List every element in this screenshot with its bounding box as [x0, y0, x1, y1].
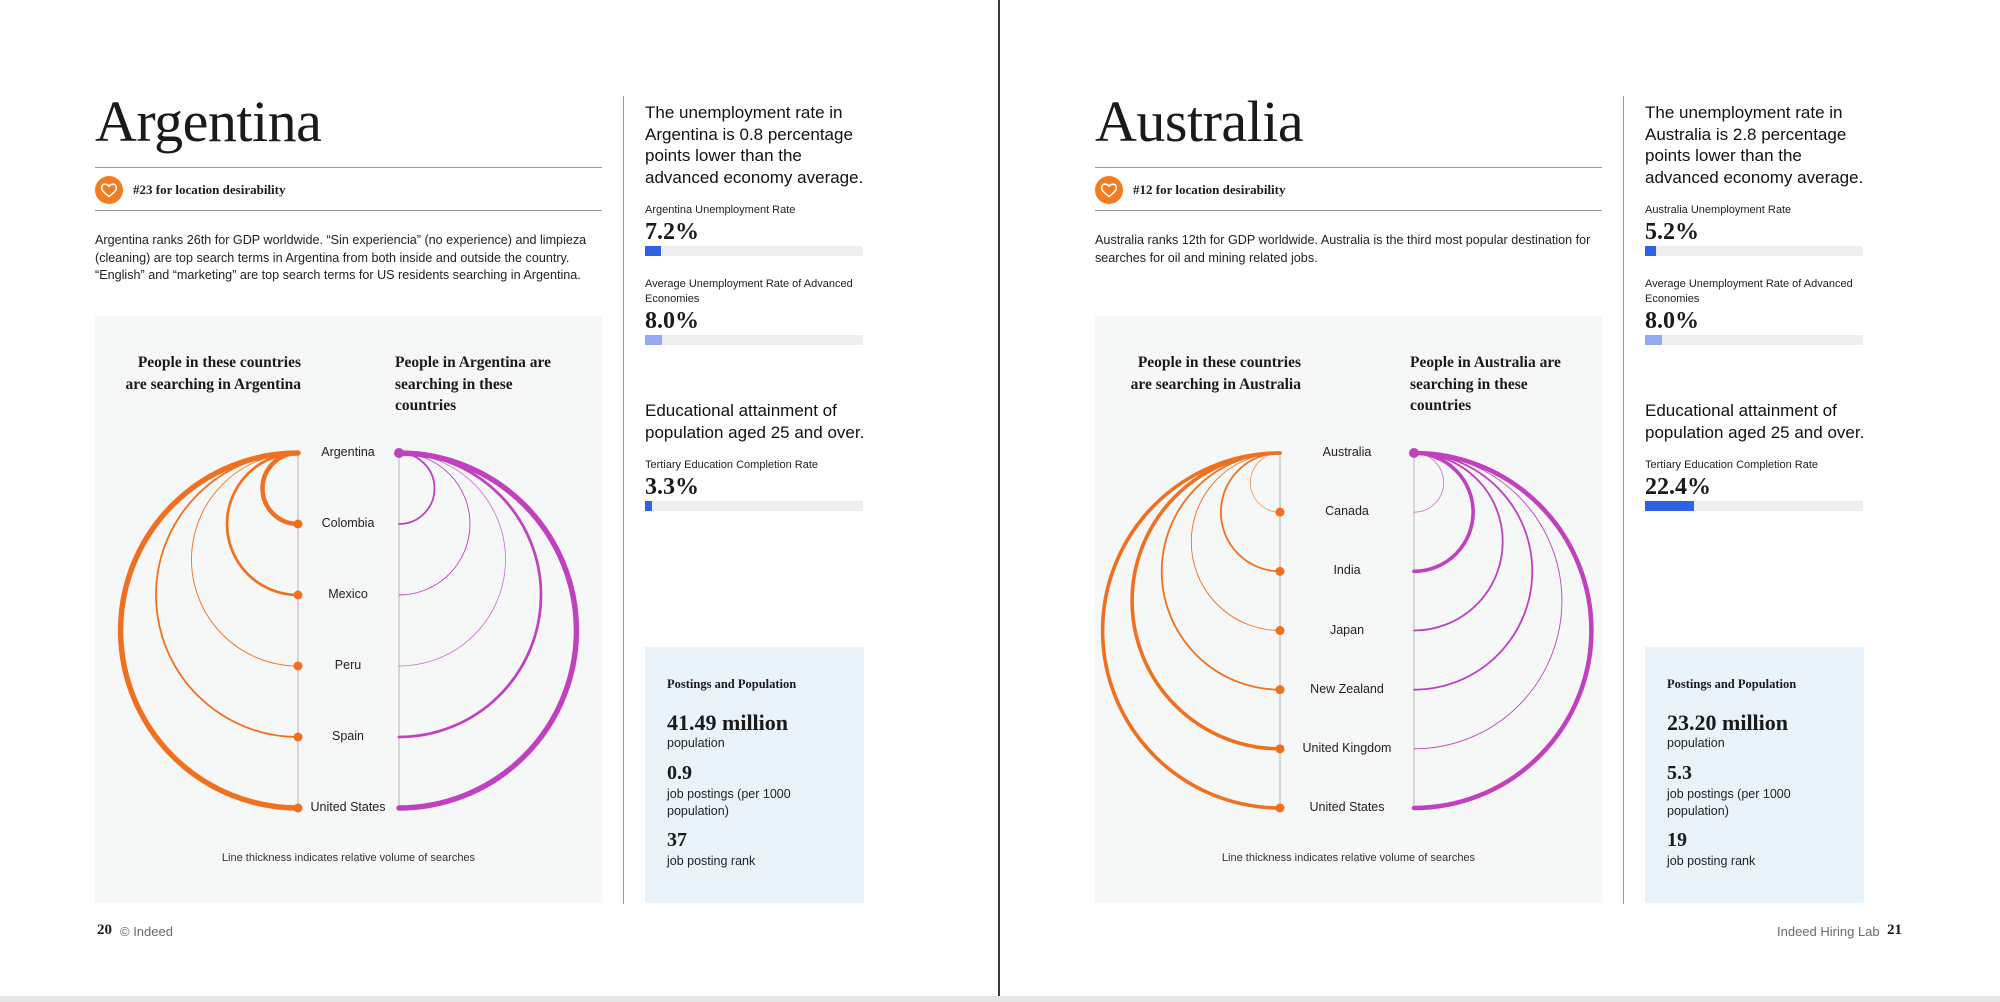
job-rank-label: job posting rank — [1667, 854, 1756, 868]
population-value: 23.20 million — [1667, 710, 1789, 735]
search-arc-chart-panel — [1095, 316, 1602, 903]
title-divider — [1095, 167, 1602, 168]
job-postings-value: 5.3 — [1667, 762, 1692, 784]
desirability-divider — [1095, 210, 1602, 211]
postings-population-box — [645, 647, 864, 903]
country-title: Australia — [1095, 89, 1304, 154]
outbound-arc-spain — [399, 453, 541, 737]
intro-text: Argentina ranks 26th for GDP worldwide. “Sin experiencia” (no experience) and limpieza (cleaning) are top search terms in Argentina from both inside and outside the country. “English” and “marketing” are top search terms for US residents searching in Argentina. — [95, 233, 587, 282]
page-bottom-edge — [0, 996, 2000, 1002]
unemployment-heading: The unemployment rate in Argentina is 0.8 percentage points lower than the advanced economy average. — [645, 103, 864, 187]
country-label-japan: Japan — [1329, 622, 1365, 637]
advanced-rate-bar — [645, 335, 863, 345]
job-rank-label: job posting rank — [667, 854, 756, 868]
outbound-arc-canada — [1414, 453, 1444, 512]
inbound-arc-india — [1221, 453, 1280, 571]
job-postings-label: job postings (per 1000 population) — [667, 787, 791, 818]
advanced-rate-bar — [1645, 335, 1863, 345]
country-label-colombia: Colombia — [321, 516, 375, 530]
job-postings-label: job postings (per 1000 population) — [1667, 787, 1791, 818]
intro-text: Australia ranks 12th for GDP worldwide. Australia is the third most popular destination for searches for oil and mining related jobs. — [1095, 233, 1591, 265]
tertiary-rate-value: 3.3% — [645, 474, 699, 500]
unemployment-section — [1645, 102, 1865, 345]
chart-header-outbound: People in Argentina are searching in these countries — [395, 354, 551, 414]
chart-header-outbound: People in Australia are searching in these countries — [1410, 354, 1561, 414]
country-label-australia: Australia — [1322, 445, 1372, 459]
postings-population-box — [1645, 647, 1864, 903]
heart-icon — [1095, 176, 1123, 204]
advanced-rate-value: 8.0% — [1645, 308, 1699, 334]
tertiary-rate-label: Tertiary Education Completion Rate — [645, 459, 819, 471]
page-number: 20 — [97, 922, 112, 938]
chart-header-inbound: People in these countries are searching in Australia — [1130, 354, 1301, 393]
country-rate-bar — [1645, 246, 1863, 256]
unemployment-section — [645, 102, 865, 345]
job-rank-value: 37 — [667, 829, 687, 851]
inbound-arc-united-states — [121, 453, 298, 808]
outbound-arc-colombia — [399, 453, 434, 524]
education-section — [1645, 400, 1865, 511]
page-number: 21 — [1887, 922, 1902, 938]
title-divider — [95, 167, 602, 168]
heart-icon — [95, 176, 123, 204]
country-label-mexico: Mexico — [328, 587, 368, 601]
country-rate-bar-fill — [1645, 246, 1656, 256]
inbound-arc-canada — [1250, 453, 1280, 512]
book-spine — [998, 0, 1000, 1002]
unemployment-heading: The unemployment rate in Australia is 2.8 percentage points lower than the advanced economy average. — [1645, 103, 1864, 187]
country-title: Argentina — [95, 89, 322, 154]
inbound-arc-spain — [156, 453, 298, 737]
desirability-label: #12 for location desirability — [1133, 182, 1286, 197]
country-rate-bar-fill — [645, 246, 661, 256]
inbound-arc-united-kingdom — [1132, 453, 1280, 749]
country-label-argentina: Argentina — [321, 445, 375, 459]
tertiary-rate-bar — [1645, 501, 1863, 511]
inbound-arc-new-zealand — [1162, 453, 1280, 690]
desirability-label: #23 for location desirability — [133, 182, 286, 197]
tertiary-rate-value: 22.4% — [1645, 474, 1711, 500]
population-label: population — [1667, 736, 1725, 750]
postings-title: Postings and Population — [667, 677, 797, 691]
education-heading: Educational attainment of population aged 25 and over. — [1645, 401, 1865, 442]
column-divider — [1623, 96, 1624, 904]
column-divider — [623, 96, 624, 904]
tertiary-rate-bar — [645, 501, 863, 511]
footer-text: © Indeed — [120, 924, 173, 939]
desirability-row — [95, 176, 286, 204]
job-rank-value: 19 — [1667, 829, 1687, 851]
advanced-rate-bar-fill — [645, 335, 662, 345]
tertiary-rate-label: Tertiary Education Completion Rate — [1645, 459, 1819, 471]
education-section — [645, 400, 865, 511]
right-page — [1000, 0, 2000, 1002]
country-label-united-states: United States — [1309, 800, 1385, 814]
chart-note: Line thickness indicates relative volume of searches — [221, 852, 476, 864]
outbound-arc-united-kingdom — [1414, 453, 1562, 749]
outbound-arc-new-zealand — [1414, 453, 1532, 690]
country-label-india: India — [1333, 563, 1361, 578]
postings-title: Postings and Population — [1667, 677, 1797, 691]
outbound-arc-india — [1414, 453, 1473, 571]
country-rate-value: 7.2% — [645, 219, 699, 245]
country-rate-bar — [645, 246, 863, 256]
chart-note: Line thickness indicates relative volume of searches — [1221, 852, 1476, 864]
search-arc-chart-panel — [95, 316, 602, 903]
population-value: 41.49 million — [667, 710, 789, 735]
inbound-arc-colombia — [263, 453, 298, 524]
advanced-rate-value: 8.0% — [645, 308, 699, 334]
country-rate-label: Australia Unemployment Rate — [1645, 204, 1792, 216]
outbound-arc-united-states — [399, 453, 576, 808]
inbound-arc-united-states — [1103, 453, 1280, 808]
desirability-row — [1095, 176, 1286, 204]
advanced-rate-label: Average Unemployment Rate of Advanced Economies — [1645, 278, 1853, 305]
education-heading: Educational attainment of population aged 25 and over. — [645, 401, 865, 442]
country-label-united-kingdom: United Kingdom — [1302, 740, 1392, 755]
country-rate-label: Argentina Unemployment Rate — [645, 204, 796, 216]
country-label-spain: Spain — [332, 729, 364, 743]
country-label-united-states: United States — [310, 800, 386, 814]
country-label-peru: Peru — [334, 658, 362, 672]
footer-text: Indeed Hiring Lab — [1777, 924, 1880, 939]
country-rate-value: 5.2% — [1645, 219, 1699, 245]
advanced-rate-bar-fill — [1645, 335, 1662, 345]
outbound-arc-united-states — [1414, 453, 1591, 808]
chart-header-inbound: People in these countries are searching in Argentina — [125, 354, 301, 393]
advanced-rate-label: Average Unemployment Rate of Advanced Economies — [645, 278, 853, 305]
job-postings-value: 0.9 — [667, 762, 692, 784]
country-label-canada: Canada — [1325, 504, 1369, 519]
population-label: population — [667, 736, 725, 750]
desirability-divider — [95, 210, 602, 211]
tertiary-rate-bar-fill — [645, 501, 652, 511]
tertiary-rate-bar-fill — [1645, 501, 1694, 511]
country-label-new-zealand: New Zealand — [1310, 681, 1384, 696]
